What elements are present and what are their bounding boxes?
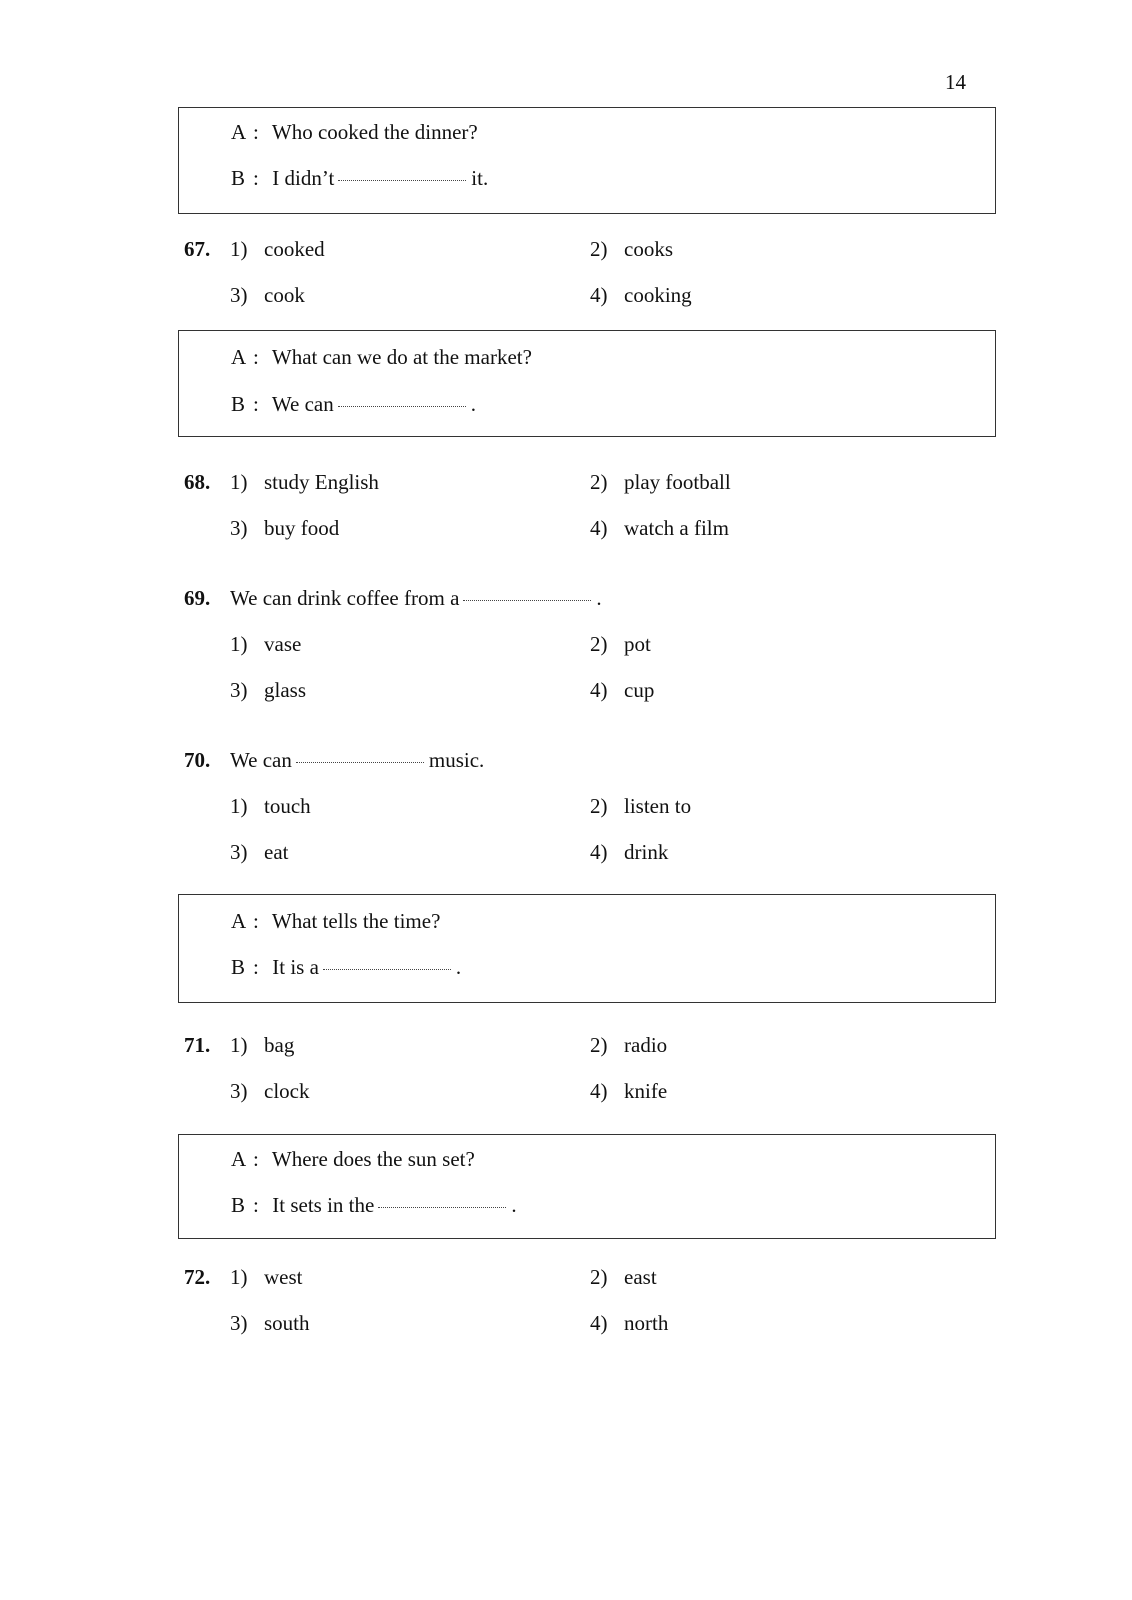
option-3[interactable] bbox=[230, 1079, 309, 1104]
option-number: 4) bbox=[590, 678, 608, 702]
option-4[interactable] bbox=[590, 516, 729, 541]
question-stem bbox=[230, 748, 484, 773]
question-number: 69. bbox=[184, 586, 211, 610]
dialog-line-b bbox=[231, 392, 476, 417]
option-number: 3) bbox=[230, 283, 248, 307]
option-number: 4) bbox=[590, 516, 608, 540]
answer-blank bbox=[296, 761, 424, 763]
dialog-line-a bbox=[231, 1147, 475, 1172]
option-number: 4) bbox=[590, 840, 608, 864]
option-text: cup bbox=[624, 678, 655, 702]
speaker-label: A bbox=[231, 345, 247, 369]
option-1[interactable] bbox=[230, 470, 379, 495]
option-number: 4) bbox=[590, 1079, 608, 1103]
answer-blank bbox=[338, 405, 466, 407]
dialog-text: It sets in the bbox=[272, 1193, 375, 1217]
option-4[interactable] bbox=[590, 1079, 667, 1104]
option-4[interactable] bbox=[590, 678, 654, 703]
stem-text: We can drink coffee from a bbox=[230, 586, 460, 610]
option-2[interactable] bbox=[590, 237, 673, 262]
colon: : bbox=[253, 909, 259, 933]
speaker-label: B bbox=[231, 166, 246, 190]
option-1[interactable] bbox=[230, 794, 311, 819]
dialog-text: It is a bbox=[272, 955, 319, 979]
speaker-label: A bbox=[231, 120, 247, 144]
option-2[interactable] bbox=[590, 1033, 667, 1058]
option-2[interactable] bbox=[590, 632, 651, 657]
speaker-label: B bbox=[231, 1193, 246, 1217]
option-2[interactable] bbox=[590, 470, 731, 495]
option-number: 1) bbox=[230, 632, 248, 656]
option-text: pot bbox=[624, 632, 651, 656]
option-number: 1) bbox=[230, 794, 248, 818]
option-text: play football bbox=[624, 470, 731, 494]
option-3[interactable] bbox=[230, 678, 306, 703]
option-number: 1) bbox=[230, 237, 248, 261]
option-text: watch a film bbox=[624, 516, 729, 540]
option-1[interactable] bbox=[230, 1265, 303, 1290]
option-number: 1) bbox=[230, 1265, 248, 1289]
option-3[interactable] bbox=[230, 516, 339, 541]
option-text: vase bbox=[264, 632, 302, 656]
option-text: cook bbox=[264, 283, 305, 307]
question-number: 68. bbox=[184, 470, 211, 494]
option-number: 4) bbox=[590, 1311, 608, 1335]
speaker-label: A bbox=[231, 909, 247, 933]
speaker-label: B bbox=[231, 955, 246, 979]
option-number: 2) bbox=[590, 1265, 608, 1289]
question-number: 70. bbox=[184, 748, 211, 772]
dialog-line-b bbox=[231, 166, 488, 191]
option-text: cooks bbox=[624, 237, 673, 261]
option-1[interactable] bbox=[230, 1033, 294, 1058]
option-number: 2) bbox=[590, 794, 608, 818]
question-number: 67. bbox=[184, 237, 211, 261]
speaker-label: A bbox=[231, 1147, 247, 1171]
colon: : bbox=[253, 392, 259, 416]
option-number: 2) bbox=[590, 237, 608, 261]
option-number: 2) bbox=[590, 470, 608, 494]
option-number: 3) bbox=[230, 1079, 248, 1103]
dialog-line-a bbox=[231, 120, 478, 145]
option-text: drink bbox=[624, 840, 669, 864]
dialog-text: . bbox=[470, 392, 476, 416]
option-text: glass bbox=[264, 678, 306, 702]
option-3[interactable] bbox=[230, 1311, 310, 1336]
answer-blank bbox=[323, 968, 451, 970]
question-number: 72. bbox=[184, 1265, 211, 1289]
dialog-text: it. bbox=[471, 166, 489, 190]
option-number: 1) bbox=[230, 470, 248, 494]
option-text: north bbox=[624, 1311, 669, 1335]
option-number: 4) bbox=[590, 283, 608, 307]
question-stem bbox=[230, 586, 602, 611]
dialog-line-a bbox=[231, 909, 440, 934]
dialog-text: Where does the sun set? bbox=[271, 1147, 475, 1171]
dialog-text: We can bbox=[271, 392, 334, 416]
option-number: 3) bbox=[230, 516, 248, 540]
option-text: touch bbox=[264, 794, 311, 818]
stem-text: We can bbox=[230, 748, 292, 772]
colon: : bbox=[253, 1147, 259, 1171]
dialog-line-a bbox=[231, 345, 532, 370]
colon: : bbox=[253, 120, 259, 144]
colon: : bbox=[253, 166, 259, 190]
dialog-line-b bbox=[231, 1193, 517, 1218]
dialog-text: Who cooked the dinner? bbox=[271, 120, 478, 144]
page-number: 14 bbox=[945, 70, 966, 94]
answer-blank bbox=[338, 179, 466, 181]
option-2[interactable] bbox=[590, 1265, 657, 1290]
dialog-text: . bbox=[511, 1193, 517, 1217]
dialog-text: What can we do at the market? bbox=[271, 345, 532, 369]
option-1[interactable] bbox=[230, 632, 301, 657]
option-number: 1) bbox=[230, 1033, 248, 1057]
dialog-text: . bbox=[455, 955, 462, 979]
option-3[interactable] bbox=[230, 283, 305, 308]
option-number: 2) bbox=[590, 632, 608, 656]
dialog-text: What tells the time? bbox=[271, 909, 441, 933]
option-text: study English bbox=[264, 470, 379, 494]
option-text: bag bbox=[264, 1033, 295, 1057]
option-text: buy food bbox=[264, 516, 340, 540]
option-number: 3) bbox=[230, 678, 248, 702]
speaker-label: B bbox=[231, 392, 246, 416]
answer-blank bbox=[463, 599, 591, 601]
stem-text: . bbox=[596, 586, 602, 610]
dialog-box-q67 bbox=[178, 107, 996, 214]
option-4[interactable] bbox=[590, 283, 692, 308]
option-number: 2) bbox=[590, 1033, 608, 1057]
option-text: west bbox=[264, 1265, 303, 1289]
answer-blank bbox=[378, 1206, 506, 1208]
stem-text: music. bbox=[428, 748, 485, 772]
dialog-box-q68 bbox=[178, 330, 996, 437]
option-number: 3) bbox=[230, 1311, 248, 1335]
dialog-box-q72 bbox=[178, 1134, 996, 1239]
option-text: cooked bbox=[264, 237, 325, 261]
option-text: radio bbox=[624, 1033, 668, 1057]
option-text: knife bbox=[624, 1079, 668, 1103]
option-text: listen to bbox=[624, 794, 692, 818]
option-text: cooking bbox=[624, 283, 692, 307]
option-text: south bbox=[264, 1311, 310, 1335]
question-number: 71. bbox=[184, 1033, 211, 1057]
colon: : bbox=[253, 345, 259, 369]
option-text: clock bbox=[264, 1079, 310, 1103]
option-4[interactable] bbox=[590, 1311, 668, 1336]
option-3[interactable] bbox=[230, 840, 288, 865]
option-text: eat bbox=[264, 840, 289, 864]
option-1[interactable] bbox=[230, 237, 325, 262]
dialog-box-q71 bbox=[178, 894, 996, 1003]
colon: : bbox=[253, 955, 259, 979]
option-4[interactable] bbox=[590, 840, 668, 865]
colon: : bbox=[253, 1193, 259, 1217]
option-2[interactable] bbox=[590, 794, 691, 819]
dialog-text: I didn’t bbox=[272, 166, 335, 190]
option-text: east bbox=[624, 1265, 657, 1289]
option-number: 3) bbox=[230, 840, 248, 864]
dialog-line-b bbox=[231, 955, 461, 980]
